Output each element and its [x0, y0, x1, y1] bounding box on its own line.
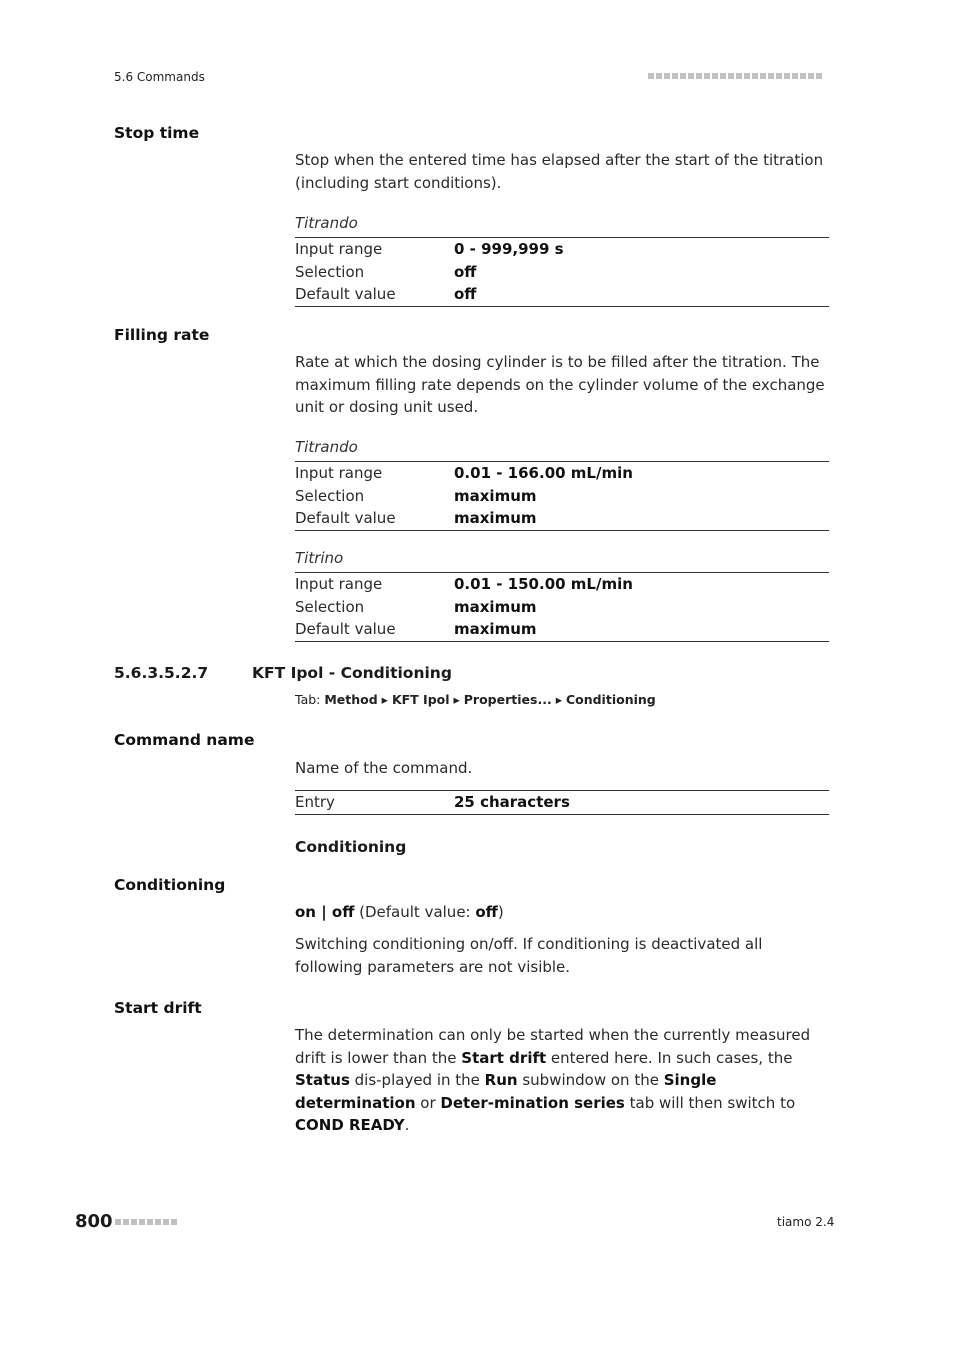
- conditioning-description: Switching conditioning on/off. If conditioning is deactivated all following parameters are not visible.: [295, 935, 763, 976]
- decoration-square: [163, 1219, 169, 1225]
- emphasis: Single determination: [295, 1071, 717, 1112]
- table-row: [295, 462, 829, 485]
- stop-time-heading: Stop time: [114, 124, 200, 142]
- stop-time-description: Stop when the entered time has elapsed after the start of the titration (including start conditions).: [295, 151, 824, 192]
- breadcrumb-item-method: Method: [324, 692, 378, 707]
- decoration-square: [656, 73, 662, 79]
- arrow-right-icon: ▸: [453, 692, 460, 707]
- decoration-square: [816, 73, 822, 79]
- tab-prefix: Tab:: [295, 692, 325, 707]
- stop-time-table: [295, 237, 829, 307]
- filling-rate-titrando-table: [295, 461, 829, 531]
- row-value: off: [454, 262, 477, 281]
- emphasis: Deter-mination series: [440, 1093, 625, 1112]
- filling-rate-heading: Filling rate: [114, 326, 210, 344]
- row-key: Default value: [295, 620, 396, 639]
- decoration-square: [784, 73, 790, 79]
- footer-decoration-squares: [115, 1219, 177, 1225]
- row-key: Entry: [295, 793, 335, 812]
- filling-rate-titrino-table: [295, 572, 829, 642]
- conditioning-group-heading: Conditioning: [295, 838, 407, 856]
- decoration-square: [147, 1219, 153, 1225]
- section-number: 5.6.3.5.2.7: [114, 664, 209, 682]
- decoration-square: [768, 73, 774, 79]
- breadcrumb-item-conditioning: Conditioning: [565, 692, 656, 707]
- filling-rate-titrando-caption: Titrando: [295, 438, 358, 456]
- decoration-square: [672, 73, 678, 79]
- emphasis: COND READY: [295, 1116, 405, 1134]
- breadcrumb-item-kft-ipol: KFT Ipol: [391, 692, 450, 707]
- decoration-square: [648, 73, 654, 79]
- text: subwindow on the: [517, 1071, 664, 1089]
- text: entered here. In such cases, the: [546, 1048, 793, 1067]
- decoration-square: [744, 73, 750, 79]
- text: The determination can only be started when the currently measured drift is lower than the: [295, 1026, 811, 1067]
- decoration-square: [752, 73, 758, 79]
- decoration-square: [139, 1219, 145, 1225]
- row-key: Input range: [295, 464, 383, 483]
- decoration-square: [131, 1219, 137, 1225]
- table-row: [295, 618, 829, 641]
- table-row: [295, 485, 829, 508]
- decoration-square: [688, 73, 694, 79]
- row-value: maximum: [454, 620, 537, 639]
- running-header-section: 5.6 Commands: [114, 70, 205, 84]
- table-row: [295, 238, 829, 261]
- options-text: on | off: [295, 903, 355, 921]
- decoration-square: [680, 73, 686, 79]
- row-value: maximum: [454, 597, 537, 616]
- filling-rate-description: Rate at which the dosing cylinder is to be filled after the titration. The maximum filling rate depends on the cylinder volume of the exchange unit or dosing unit used.: [295, 353, 825, 416]
- decoration-square: [720, 73, 726, 79]
- product-name: tiamo 2.4: [777, 1215, 835, 1229]
- table-row: [295, 573, 829, 596]
- row-key: Input range: [295, 575, 383, 594]
- decoration-square: [664, 73, 670, 79]
- row-key: Input range: [295, 240, 383, 259]
- decoration-square: [728, 73, 734, 79]
- emphasis: Run: [484, 1071, 518, 1089]
- start-drift-description: [295, 1024, 820, 1137]
- table-row: [295, 507, 829, 530]
- arrow-right-icon: ▸: [555, 692, 562, 707]
- conditioning-heading: Conditioning: [114, 876, 226, 894]
- decoration-square: [115, 1219, 121, 1225]
- command-name-heading: Command name: [114, 731, 255, 749]
- default-close: ): [497, 903, 504, 921]
- command-name-table: [295, 790, 829, 815]
- decoration-square: [760, 73, 766, 79]
- text: or: [415, 1093, 441, 1112]
- page-number: 800: [75, 1211, 113, 1232]
- conditioning-options: [295, 901, 830, 924]
- table-row: [295, 283, 829, 306]
- section-title: KFT Ipol - Conditioning: [252, 664, 452, 682]
- text: tab will then switch to: [624, 1093, 796, 1112]
- decoration-square: [123, 1219, 129, 1225]
- table-row: [295, 791, 829, 814]
- arrow-right-icon: ▸: [381, 692, 388, 707]
- default-value: off: [475, 903, 498, 921]
- decoration-square: [704, 73, 710, 79]
- header-decoration-squares: [648, 73, 822, 79]
- row-value: maximum: [454, 486, 537, 505]
- command-name-description: Name of the command.: [295, 759, 473, 777]
- row-value: 0.01 - 150.00 mL/min: [454, 575, 633, 594]
- decoration-square: [776, 73, 782, 79]
- row-value: maximum: [454, 509, 537, 528]
- row-key: Selection: [295, 486, 365, 505]
- start-drift-heading: Start drift: [114, 999, 202, 1017]
- decoration-square: [171, 1219, 177, 1225]
- filling-rate-titrino-caption: Titrino: [295, 549, 344, 567]
- decoration-square: [696, 73, 702, 79]
- row-key: Default value: [295, 509, 396, 528]
- default-label: (Default value:: [354, 903, 476, 921]
- row-value: off: [454, 285, 477, 304]
- emphasis: Status: [295, 1071, 350, 1089]
- decoration-square: [808, 73, 814, 79]
- row-value: 25 characters: [454, 793, 570, 812]
- row-value: 0 - 999,999 s: [454, 240, 564, 259]
- row-value: 0.01 - 166.00 mL/min: [454, 464, 633, 483]
- decoration-square: [800, 73, 806, 79]
- decoration-square: [792, 73, 798, 79]
- emphasis: Start drift: [461, 1048, 547, 1067]
- text: .: [404, 1116, 410, 1134]
- row-key: Selection: [295, 597, 365, 616]
- decoration-square: [712, 73, 718, 79]
- row-key: Default value: [295, 285, 396, 304]
- breadcrumb-item-properties: Properties...: [463, 692, 552, 707]
- tab-path-breadcrumb: [295, 692, 656, 707]
- table-row: [295, 261, 829, 284]
- decoration-square: [736, 73, 742, 79]
- decoration-square: [155, 1219, 161, 1225]
- table-row: [295, 596, 829, 619]
- row-key: Selection: [295, 262, 365, 281]
- text: dis-played in the: [349, 1071, 485, 1089]
- stop-time-table-caption: Titrando: [295, 214, 358, 232]
